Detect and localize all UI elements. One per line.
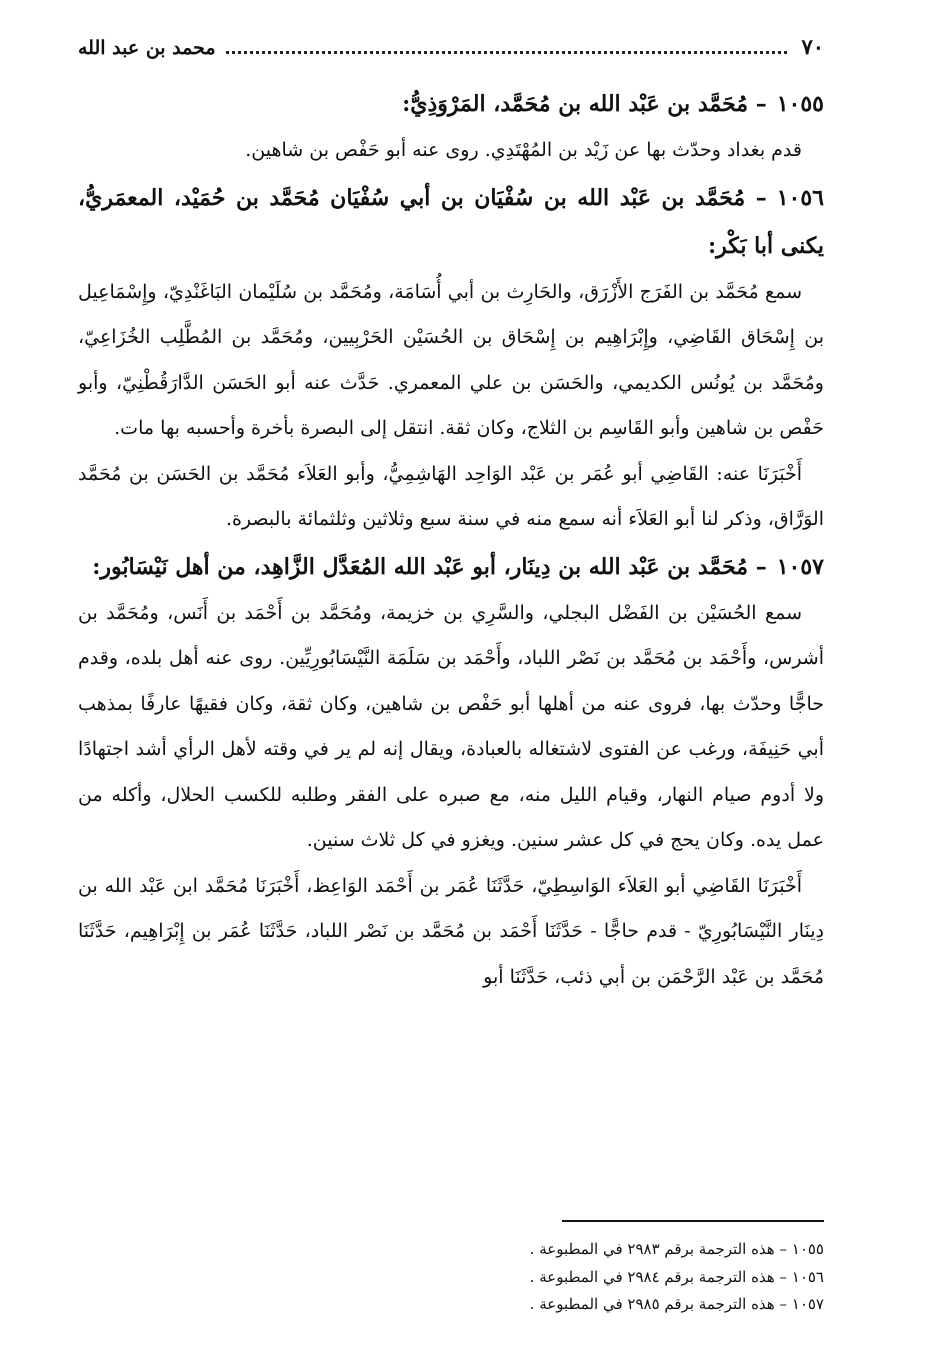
entry-heading [78,174,824,270]
entry-1055 [78,80,824,174]
entry-title: – مُحَمَّد بن عَبْد الله بن دِينَار، أبو عَبْد الله المُعَدَّل الزَّاهِد، من أهل نَيْسَابُور: [92,553,767,580]
entry-paragraph: سمع مُحَمَّد بن الفَرَج الأَزْرَق، والحَارِث بن أبي أُسَامَة، ومُحَمَّد بن سُلَيْمان البَاغَنْدِيّ، وإِسْمَاعِيل بن إِسْحَاق القَاضِي، وإِبْرَاهِيم بن إِسْحَاق بن الحُسَيْن الحَرْبِيين، ومُحَمَّد بن المُطَّلِب الخُزَاعِيّ، ومُحَمَّد بن يُونُس الكديمي، والحَسَن بن علي المعمري. حَدَّث عنه أبو الحَسَن الدَّارَقُطْنِيّ، وأبو حَفْص بن شاهين وأبو القَاسِم بن الثلاج، وكان ثقة. انتقل إلى البصرة بأخرة وأحسبه بها مات. [78,280,824,439]
leader-dots [226,50,788,54]
entry-paragraph: أَخْبَرَنَا القَاضِي أبو العَلاَء الوَاسِطِيّ، حَدَّثَنَا عُمَر بن أَحْمَد الوَاعِظ، أَخْبَرَنَا مُحَمَّد ابن عَبْد الله بن دِينَار النَّيْسَابُورِيّ - قدم حاجًّا - حَدَّثَنَا أَحْمَد بن مُحَمَّد بن نَصْر اللباد، حَدَّثَنَا عُمَر بن إِبْرَاهِيم، حَدَّثَنَا مُحَمَّد بن عَبْد الرَّحْمَن بن أبي ذئب، حَدَّثَنَا أبو [78,874,824,988]
footnote: ١٠٥٧ – هذه الترجمة برقم ٢٩٨٥ في المطبوعة . [529,1295,824,1313]
entry-number: ١٠٥٥ [776,91,824,117]
entry-number: ١٠٥٦ [776,184,824,211]
footnote: ١٠٥٦ – هذه الترجمة برقم ٢٩٨٤ في المطبوعة . [529,1267,824,1286]
entry-title: – مُحَمَّد بن عَبْد الله بن سُفْيَان بن أبي سُفْيَان مُحَمَّد بن حُمَيْد، المعمَريُّ، يكنى أبا بَكْر: [78,184,824,259]
entry-heading [78,80,824,128]
entry-heading [78,543,824,591]
entry-1056 [78,174,824,543]
entry-1057 [78,543,824,1001]
entry-paragraph: أَخْبَرَنَا عنه: القَاضِي أبو عُمَر بن عَبْد الوَاحِد الهَاشِمِيُّ، وأبو العَلاَء مُحَمَّد بن الحَسَن بن مُحَمَّد الوَرَّاق، وذكر لنا أبو العَلاَء أنه سمع منه في سنة سبع وثلاثين وثلثمائة بالبصرة. [78,462,824,530]
entry-number: ١٠٥٧ [776,553,824,580]
footnote-separator [562,1220,824,1222]
footnote: ١٠٥٥ – هذه الترجمة برقم ٢٩٨٣ في المطبوعة . [529,1240,824,1258]
page-number: ٧٠ [801,34,824,59]
entry-paragraph: قدم بغداد وحدّث بها عن زَيْد بن المُهْتَدِي. روى عنه أبو حَفْص بن شاهين. [245,139,802,161]
entry-paragraph: سمع الحُسَيْن بن الفَضْل البجلي، والسَّرِي بن خزيمة، ومُحَمَّد بن أَحْمَد بن أَنَس، ومُحَمَّد بن أشرس، وأَحْمَد بن مُحَمَّد بن نَصْر اللباد، وأَحْمَد بن سَلَمَة النَّيْسَابُورِيِّين. روى عنه أهل بلده، وقدم حاجًّا وحدّث بها، فروى عنه من أهلها أبو حَفْص بن شاهين، وكان ثقة، وكان فقيهًا عارفًا بمذهب أبي حَنِيفَة، ورغب عن الفتوى لاشتغاله بالعبادة، ويقال إنه لم ير في وقته لأهل الرأي أشد اجتهادًا ولا أدوم صيام النهار، وقيام الليل منه، مع صبره على الفقر وطلبه للكسب الحلال، وأكله من عمل يده. وكان يحج في كل عشر سنين. ويغزو في كل ثلاث سنين. [78,601,824,851]
running-header [78,34,824,76]
running-title: محمد بن عبد الله [78,37,216,59]
footnotes [324,1236,824,1319]
entry-title: – مُحَمَّد بن عَبْد الله بن مُحَمَّد، المَرْوَذِيُّ: [402,91,767,117]
